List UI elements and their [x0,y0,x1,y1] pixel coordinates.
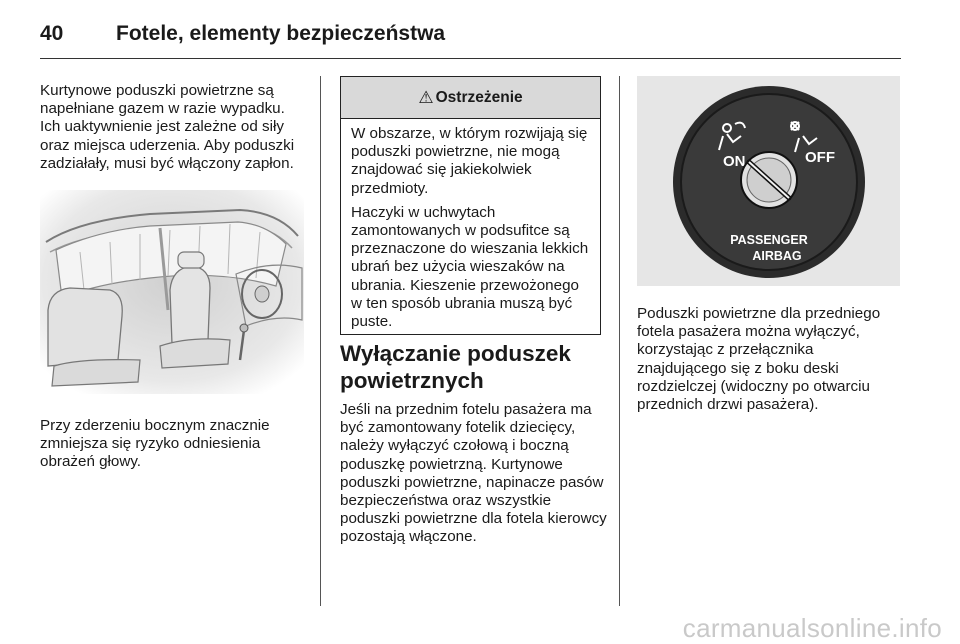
airbag-deactivation-body: Jeśli na przednim fotelu pasażera ma być zamontowany fotelik dziecięcy, należy wyłączyć czołową i boczną poduszkę powietrzną. Kurtynowe poduszki powietrzne, napinacze pasów bezpieczeństwa oraz wszystkie poduszki powietrzne dla fotela kierowcy pozostają włączone. [340,401,607,546]
passenger-airbag-switch-text: Poduszki powietrzne dla przedniego fotela pasażera można wyłączyć, korzystając z przełącznika znajdującego się z boku deski rozdzielczej (widoczny po otwarciu przednich drzwi pasażera). [637,305,881,414]
header-divider [40,58,901,59]
warning-triangle-icon: ⚠ [418,87,434,107]
warning-header [341,77,600,119]
warning-paragraph: W obszarze, w którym rozwijają się poduszki powietrzne, nie mogą znajdować się jakiekolwiek przedmioty. [351,125,588,197]
watermark: carmanualsonline.info [682,613,942,643]
warning-box [340,76,601,335]
side-impact-note: Przy zderzeniu bocznym znacznie zmniejsza się ryzyko odniesienia obrażeń głowy. [40,417,270,471]
switch-on-label: ON [723,153,746,170]
warning-paragraph: Haczyki w uchwytach zamontowanych w podsufitce są przeznaczone do wieszania lekkich ubrań bez użycia wieszaków na ubrania. Kieszenie przewożonego w ten sposób ubrania muszą być puste. [351,203,589,331]
airbag-deactivation-heading: Wyłączanie poduszek powietrznych [340,341,571,393]
warning-title: Ostrzeżenie [435,88,523,106]
column-divider-1 [320,76,321,606]
curtain-airbag-intro: Kurtynowe poduszki powietrzne są napełniane gazem w razie wypadku. Ich uaktywnienie jest zależne od siły oraz miejsca uderzenia. Aby poduszki zadziałały, musi być włączony zapłon. [40,82,295,172]
switch-airbag-label: AIRBAG [752,249,802,263]
warning-body [341,119,600,331]
page-number: 40 [40,22,64,45]
column-divider-2 [619,76,620,606]
curtain-airbag-illustration [40,190,304,394]
switch-passenger-label: PASSENGER [730,233,808,247]
passenger-airbag-switch-illustration [637,76,900,286]
section-title: Fotele, elementy bezpieczeństwa [116,22,446,45]
switch-off-label: OFF [805,149,835,166]
